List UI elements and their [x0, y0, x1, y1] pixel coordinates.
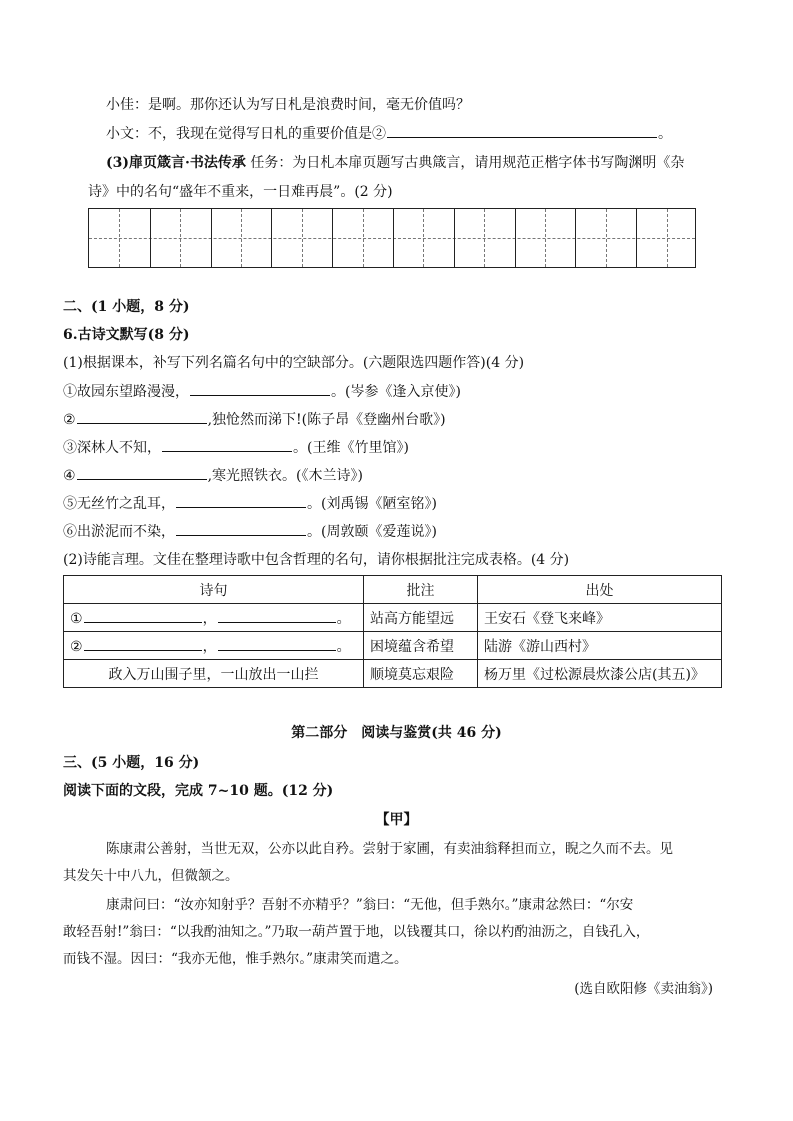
grid-guide-line [545, 209, 546, 267]
section-3-heading: 三、(5 小题，16 分) [63, 755, 200, 771]
grid-guide-line [302, 209, 303, 267]
item-suffix: 。(岑参《逢入京使》) [331, 384, 461, 400]
dialogue-line-1: 小佳：是啊。那你还认为写日札是浪费时间，毫无价值吗？ [106, 97, 470, 113]
item-prefix: ⑤无丝竹之乱耳， [63, 496, 175, 512]
answer-blank[interactable] [218, 608, 336, 623]
item-suffix: 。(刘禹锡《陋室铭》) [307, 496, 437, 512]
reading-instruction: 阅读下面的文段，完成 7~10 题。(12 分) [63, 783, 334, 799]
item-prefix: ①故园东望路漫漫， [63, 384, 189, 400]
source-cell: 王安石《登飞来峰》 [478, 604, 722, 632]
passage-paragraph-2-line-2: 敢轻吾射!”翁曰：“以我酌油知之。”乃取一葫芦置于地，以钱覆其口，徐以杓酌油沥之，自钱孔入， [63, 924, 650, 940]
verse-cell: 政入万山围子里，一山放出一山拦 [64, 660, 364, 688]
item-prefix: ④ [63, 468, 76, 484]
poem-table [63, 575, 722, 688]
grid-guide-line [119, 209, 120, 267]
grid-guide-line [667, 209, 668, 267]
grid-guide-line [484, 209, 485, 267]
question-6-2-intro: (2)诗能言理。文佳在整理诗歌中包含哲理的名句，请你根据批注完成表格。(4 分) [63, 552, 570, 568]
item-suffix: ,独怆然而涕下!(陈子昂《登幽州台歌》) [207, 412, 446, 428]
grid-cell-border [393, 209, 394, 267]
row-marker: ② [70, 638, 83, 655]
grid-guide-line [363, 209, 364, 267]
answer-blank[interactable] [387, 123, 657, 138]
grid-cell-border [271, 209, 272, 267]
item-prefix: ③深林人不知， [63, 440, 161, 456]
source-cell: 陆游《游山西村》 [478, 632, 722, 660]
item-prefix: ⑥出淤泥而不染， [63, 524, 175, 540]
row-period: 。 [336, 638, 351, 655]
table-header: 批注 [364, 576, 478, 604]
task-3-line-1 [106, 152, 684, 172]
note-cell: 困境蕴含希望 [364, 632, 478, 660]
recitation-item [63, 381, 461, 401]
item-suffix: ,寒光照铁衣。(《木兰诗》) [207, 468, 363, 484]
passage-source: (选自欧阳修《卖油翁》) [574, 981, 713, 997]
task-3-text-2: 诗》中的名句“盛年不重来，一日难再晨”。(2 分) [88, 184, 393, 200]
grid-cell-border [636, 209, 637, 267]
dialogue-line-2 [106, 123, 672, 143]
grid-cell-border [150, 209, 151, 267]
grid-cell-border [515, 209, 516, 267]
table-row [64, 632, 722, 660]
part-2-title: 第二部分 阅读与鉴赏(共 46 分) [291, 725, 502, 741]
table-header-row [64, 576, 722, 604]
table-row [64, 604, 722, 632]
recitation-item [63, 409, 446, 429]
note-cell: 顺境莫忘艰险 [364, 660, 478, 688]
answer-blank[interactable] [77, 409, 207, 424]
question-6-title: 6.古诗文默写(8 分) [63, 327, 190, 343]
dialogue-line-2-prefix: 小文：不，我现在觉得写日札的重要价值是② [106, 126, 386, 142]
dialogue-line-2-suffix: 。 [658, 126, 672, 142]
recitation-item [63, 465, 363, 485]
answer-blank[interactable] [176, 521, 306, 536]
grid-cell-border [211, 209, 212, 267]
task-3-text-1: 任务：为日札本扉页题写古典箴言，请用规范正楷字体书写陶渊明《杂 [250, 155, 685, 171]
passage-paragraph-2-line-1: 康肃问曰：“汝亦知射乎？吾射不亦精乎？”翁曰：“无他，但手熟尔。”康肃忿然曰：“尔安 [106, 897, 634, 913]
verse-cell [64, 632, 364, 660]
answer-blank[interactable] [77, 465, 207, 480]
recitation-item [63, 521, 437, 541]
grid-cell-border [332, 209, 333, 267]
row-comma: ， [202, 610, 217, 627]
writing-grid[interactable] [88, 208, 696, 268]
row-period: 。 [336, 610, 351, 627]
grid-cell-border [454, 209, 455, 267]
grid-guide-line [241, 209, 242, 267]
task-3-label: (3)扉页箴言·书法传承 [106, 155, 246, 171]
answer-blank[interactable] [84, 608, 202, 623]
item-prefix: ② [63, 412, 76, 428]
passage-label-jia: 【甲】 [375, 812, 418, 828]
answer-blank[interactable] [176, 493, 306, 508]
grid-guide-line [180, 209, 181, 267]
recitation-item [63, 493, 437, 513]
recitation-item [63, 437, 409, 457]
grid-guide-line [606, 209, 607, 267]
table-header: 诗句 [64, 576, 364, 604]
grid-guide-line [423, 209, 424, 267]
grid-cell-border [575, 209, 576, 267]
verse-cell [64, 604, 364, 632]
item-suffix: 。(王维《竹里馆》) [293, 440, 409, 456]
row-marker: ① [70, 610, 83, 627]
table-header: 出处 [478, 576, 722, 604]
source-cell: 杨万里《过松源晨炊漆公店(其五)》 [478, 660, 722, 688]
passage-paragraph-1-line-1: 陈康肃公善射，当世无双，公亦以此自矜。尝射于家圃，有卖油翁释担而立，睨之久而不去。见 [106, 841, 673, 857]
item-suffix: 。(周敦颐《爱莲说》) [307, 524, 437, 540]
question-6-1-intro: (1)根据课本，补写下列名篇名句中的空缺部分。(六题限选四题作答)(4 分) [63, 355, 525, 371]
answer-blank[interactable] [84, 636, 202, 651]
answer-blank[interactable] [190, 381, 330, 396]
passage-paragraph-2-line-3: 而钱不湿。因曰：“我亦无他，惟手熟尔。”康肃笑而遣之。 [63, 951, 408, 967]
section-2-heading: 二、(1 小题，8 分) [63, 299, 190, 315]
passage-paragraph-1-line-2: 其发矢十中八九，但微颔之。 [63, 868, 239, 884]
note-cell: 站高方能望远 [364, 604, 478, 632]
answer-blank[interactable] [162, 437, 292, 452]
answer-blank[interactable] [218, 636, 336, 651]
row-comma: ， [202, 638, 217, 655]
table-row [64, 660, 722, 688]
